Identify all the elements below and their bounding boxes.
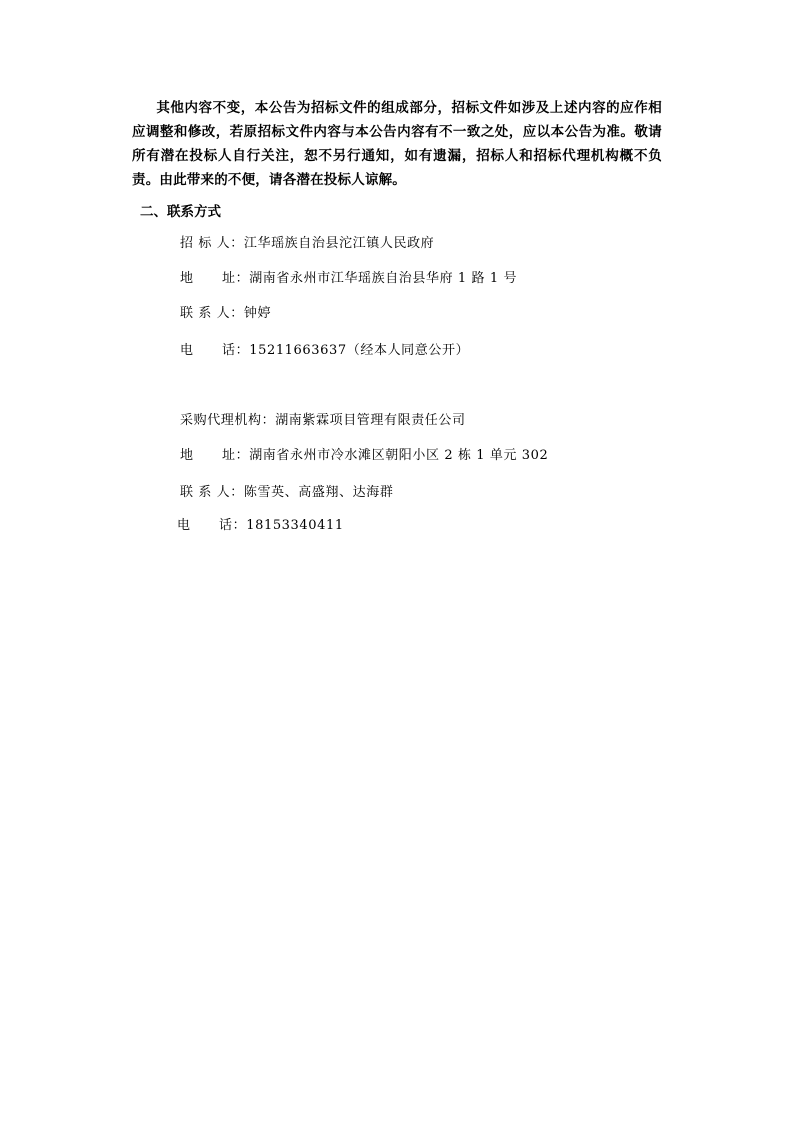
agency-contact-label: 联 系 人：	[180, 485, 244, 500]
agency-contact-row	[180, 484, 393, 502]
agency-name-value: 湖南紫霖项目管理有限责任公司	[275, 413, 466, 428]
tenderer-name-row	[180, 235, 434, 253]
notice-text: 其他内容不变，本公告为招标文件的组成部分，招标文件如涉及上述内容的应作相应调整和修改，若原招标文件内容与本公告内容有不一致之处，应以本公告为准。敬请所有潜在投标人自行关注，恕不另行通知，如有遗漏，招标人和招标代理机构概不负责。由此带来的不便，请各潜在投标人谅解。	[132, 100, 662, 188]
agency-address-label: 地 址：	[180, 448, 250, 463]
tenderer-contact-row	[180, 305, 271, 323]
agency-phone-value: 18153340411	[246, 518, 344, 533]
agency-name-label: 采购代理机构：	[180, 413, 276, 428]
notice-paragraph	[132, 96, 662, 192]
tenderer-phone-label: 电 话：	[180, 343, 250, 358]
agency-address-row	[180, 447, 548, 465]
agency-name-row	[180, 412, 466, 430]
tenderer-name-label: 招 标 人：	[180, 236, 244, 251]
tenderer-contact-label: 联 系 人：	[180, 306, 244, 321]
tenderer-contact-value: 钟婷	[243, 306, 272, 321]
tenderer-address-label: 地 址：	[180, 271, 250, 286]
agency-address-value: 湖南省永州市冷水滩区朝阳小区 2 栋 1 单元 302	[249, 448, 549, 463]
tenderer-phone-value: 15211663637（经本人同意公开）	[249, 343, 470, 358]
tenderer-name-value: 江华瑶族自治县沱江镇人民政府	[243, 236, 435, 251]
agency-phone-row	[177, 517, 344, 535]
agency-contact-value: 陈雪英、高盛翔、达海群	[243, 485, 394, 500]
tenderer-address-value: 湖南省永州市江华瑶族自治县华府 1 路 1 号	[249, 271, 518, 286]
tenderer-phone-row	[180, 342, 469, 360]
tenderer-address-row	[180, 270, 517, 288]
agency-phone-label: 电 话：	[177, 518, 247, 533]
contact-section-title: 二、联系方式	[140, 204, 221, 220]
